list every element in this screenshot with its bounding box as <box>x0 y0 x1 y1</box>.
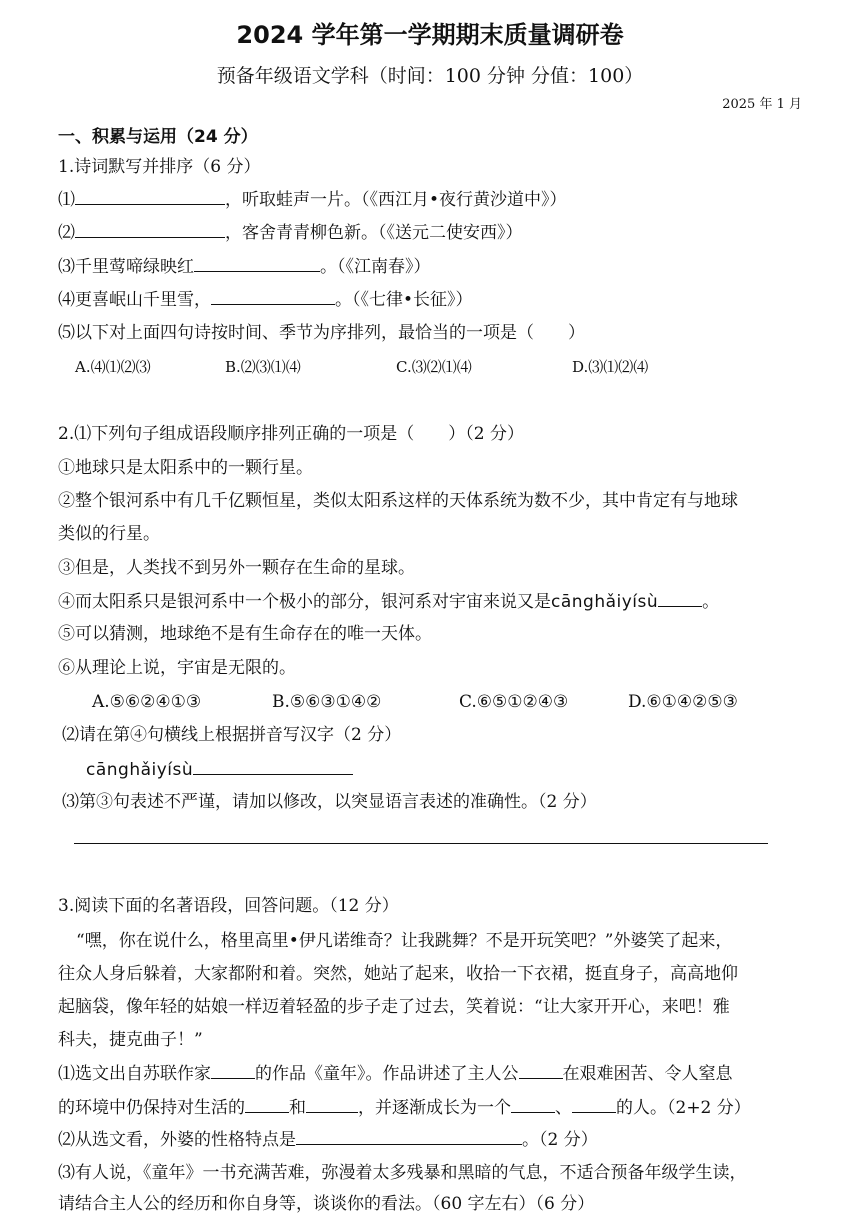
item-text: 。（《江南春》） <box>320 257 431 277</box>
pinyin-text: cānghǎiyísù <box>86 760 194 780</box>
answer-blank[interactable] <box>306 1096 358 1113</box>
text: 、 <box>555 1098 572 1118</box>
q2-sentence-1: ①地球只是太阳系中的一颗行星。 <box>58 458 313 478</box>
q2-sentence-2: ②整个银河系中有几千亿颗恒星，类似太阳系这样的天体系统为数不少，其中肯定有与地球 <box>58 491 738 511</box>
q2-sentence-6: ⑥从理论上说，宇宙是无限的。 <box>58 658 296 678</box>
q3-sub1-line-2 <box>58 1096 751 1119</box>
q2-sentence-5: ⑤可以猜测，地球绝不是有生命存在的唯一天体。 <box>58 624 432 644</box>
q1-option-d[interactable]: D.⑶⑴⑵⑷ <box>572 358 649 376</box>
item-number: ⑴ <box>58 190 75 210</box>
answer-blank[interactable] <box>658 590 702 607</box>
q2-sub2: ⑵请在第④句横线上根据拼音写汉字（2 分） <box>62 725 402 745</box>
item-number: ⑶ <box>58 257 75 277</box>
q2-option-a[interactable]: A.⑤⑥②④①③ <box>92 692 202 712</box>
q2-option-c[interactable]: C.⑥⑤①②④③ <box>459 692 569 712</box>
pinyin-text: cānghǎiyísù <box>551 592 659 612</box>
sentence-end: 。 <box>702 592 720 612</box>
answer-blank[interactable] <box>75 221 225 238</box>
item-text-pre: 更喜岷山千里雪， <box>75 290 211 310</box>
text: 的环境中仍保持对生活的 <box>58 1098 245 1118</box>
q1-item-1 <box>58 188 567 211</box>
text: ⑴选文出自苏联作家 <box>58 1064 211 1084</box>
answer-blank[interactable] <box>211 288 335 305</box>
text: 的人。（2+2 分） <box>616 1098 751 1118</box>
q1-option-b[interactable]: B.⑵⑶⑴⑷ <box>225 358 301 376</box>
text: 的作品《童年》。作品讲述了主人公 <box>255 1064 519 1084</box>
q3-sub3-line-2: 请结合主人公的经历和你自身等，谈谈你的看法。（60 字左右）（6 分） <box>58 1194 595 1214</box>
q2-option-d[interactable]: D.⑥①④②⑤③ <box>628 692 738 712</box>
answer-blank[interactable] <box>519 1062 563 1079</box>
item-text: ，听取蛙声一片。（《西江月•夜行黄沙道中》） <box>225 190 567 210</box>
text: 。（2 分） <box>522 1130 598 1150</box>
q3-passage-line-2: 往众人身后躲着，大家都附和着。突然，她站了起来，收拾一下衣裙，挺直身子，高高地仰 <box>58 964 738 984</box>
exam-subtitle: 预备年级语文学科（时间：100 分钟 分值：100） <box>216 65 644 87</box>
text: ，并逐渐成长为一个 <box>358 1098 511 1118</box>
q1-stem: 1.诗词默写并排序（6 分） <box>58 157 261 177</box>
sentence-text: ④而太阳系只是银河系中一个极小的部分，银河系对宇宙来说又是 <box>58 592 551 612</box>
item-number: ⑷ <box>58 290 75 310</box>
text: 和 <box>289 1098 306 1118</box>
q1-item-4 <box>58 288 473 311</box>
answer-blank[interactable] <box>572 1096 616 1113</box>
q2-sub2-answer <box>86 758 353 781</box>
item-text: 。（《七律•长征》） <box>335 290 473 310</box>
text: ⑵从选文看，外婆的性格特点是 <box>58 1130 296 1150</box>
q3-sub1-line-1 <box>58 1062 733 1085</box>
answer-line[interactable] <box>74 843 768 844</box>
q3-passage-line-4: 科夫，捷克曲子！” <box>58 1030 203 1050</box>
q1-option-a[interactable]: A.⑷⑴⑵⑶ <box>75 358 151 376</box>
text: 在艰难困苦、令人窒息 <box>562 1064 733 1084</box>
q1-item-3 <box>58 255 431 278</box>
q1-option-c[interactable]: C.⑶⑵⑴⑷ <box>396 358 472 376</box>
q3-sub3-line-1: ⑶有人说，《童年》一书充满苦难，弥漫着太多残暴和黑暗的气息，不适合预备年级学生读， <box>58 1163 747 1183</box>
answer-blank[interactable] <box>75 188 225 205</box>
q3-sub2 <box>58 1128 598 1151</box>
item-number: ⑵ <box>58 223 75 243</box>
answer-blank[interactable] <box>193 758 353 775</box>
q2-option-b[interactable]: B.⑤⑥③①④② <box>272 692 382 712</box>
exam-title: 2024 学年第一学期期末质量调研卷 <box>236 21 624 49</box>
q2-sentence-3: ③但是，人类找不到另外一颗存在生命的星球。 <box>58 558 415 578</box>
q1-sort-question: ⑸以下对上面四句诗按时间、季节为序排列，最恰当的一项是（ ） <box>58 323 585 343</box>
exam-date: 2025 年 1 月 <box>722 97 802 112</box>
answer-blank[interactable] <box>245 1096 289 1113</box>
q2-sentence-2-cont: 类似的行星。 <box>58 524 160 544</box>
item-text-pre: 千里莺啼绿映红 <box>75 257 194 277</box>
answer-blank[interactable] <box>296 1128 522 1145</box>
answer-blank[interactable] <box>194 255 320 272</box>
q1-item-2 <box>58 221 523 244</box>
q2-sentence-4 <box>58 590 719 613</box>
q3-stem: 3.阅读下面的名著语段，回答问题。（12 分） <box>58 896 399 916</box>
q3-passage-line-3: 起脑袋，像年轻的姑娘一样迈着轻盈的步子走了过去，笑着说：“让大家开开心，来吧！雅 <box>58 997 730 1017</box>
section-heading: 一、积累与运用（24 分） <box>58 127 258 147</box>
answer-blank[interactable] <box>211 1062 255 1079</box>
q2-sub3: ⑶第③句表述不严谨，请加以修改，以突显语言表述的准确性。（2 分） <box>62 792 597 812</box>
q2-stem: 2.⑴下列句子组成语段顺序排列正确的一项是（ ）（2 分） <box>58 424 524 444</box>
q3-passage-line-1: “嘿，你在说什么，格里高里•伊凡诺维奇？让我跳舞？不是开玩笑吧？”外婆笑了起来， <box>76 931 733 951</box>
item-text: ，客舍青青柳色新。（《送元二使安西》） <box>225 223 523 243</box>
answer-blank[interactable] <box>511 1096 555 1113</box>
